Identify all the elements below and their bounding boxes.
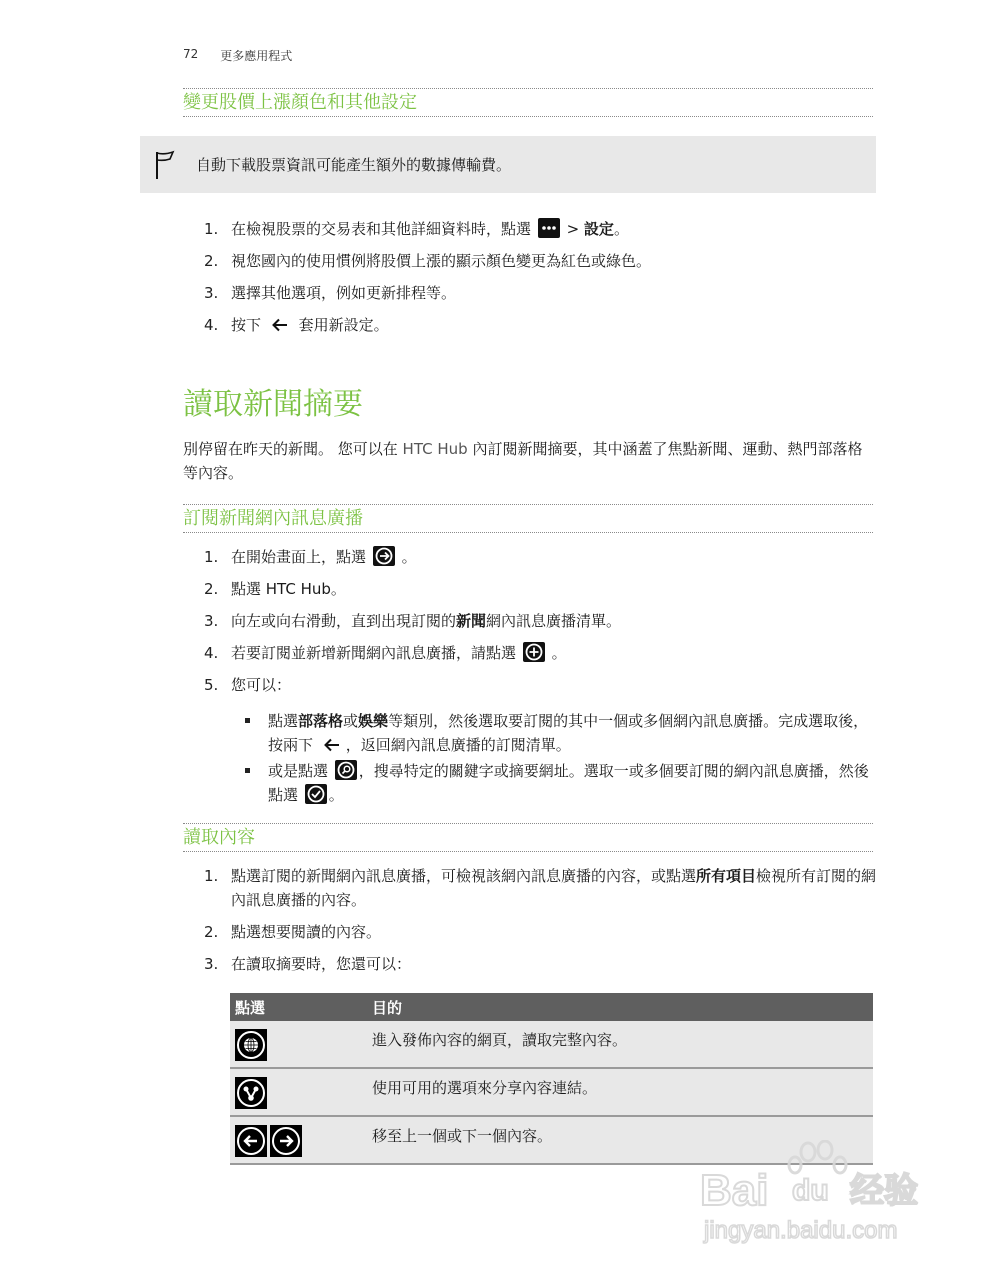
list-item: 4. 按下 套用新設定。 [204, 316, 389, 334]
table-row: 使用可用的選項來分享內容連結。 [230, 1069, 873, 1117]
list-item: 3. 選擇其他選項，例如更新排程等。 [204, 284, 457, 302]
page-number: 72 [183, 47, 199, 61]
table-header: 點選 目的 [230, 993, 873, 1021]
list-item: 2. 點選想要閱讀的內容。 [204, 923, 382, 941]
bullet-item: 或是點選 ，搜尋特定的關鍵字或摘要網址。選取一或多個要訂閱的網內訊息廣播，然後點選 。 [244, 759, 874, 807]
baidu-watermark [700, 1140, 940, 1250]
back-arrow-icon [324, 738, 340, 752]
subheading-reading: 讀取內容 [183, 823, 873, 852]
subheading-subscribe: 訂閱新聞網內訊息廣播 [183, 504, 873, 533]
back-arrow-icon [272, 318, 288, 332]
next-icon [270, 1125, 302, 1157]
list-item: 2. 視您國內的使用慣例將股價上漲的顯示顏色變更為紅色或綠色。 [204, 252, 652, 270]
intro-paragraph: 別停留在昨天的新聞。 您可以在 HTC Hub 內訂閱新聞摘要，其中涵蓋了焦點新聞、運動、熱門部落格等內容。 [183, 440, 863, 482]
section-heading-news-feeds: 讀取新聞摘要 [183, 387, 363, 422]
list-item: 4. 若要訂閱並新增新聞網內訊息廣播，請點選 。 [204, 644, 567, 662]
list-item: 1. 點選訂閱的新聞網內訊息廣播，可檢視該網內訊息廣播的內容，或點選所有項目檢視所有訂閱的網內訊息廣播的內容。 [204, 867, 877, 909]
note-text: 自動下載股票資訊可能產生額外的數據傳輸費。 [196, 156, 512, 174]
arrow-right-circle-icon [373, 546, 395, 566]
list-item: 3. 向左或向右滑動，直到出現訂閱的新聞網內訊息廣播清單。 [204, 612, 622, 630]
list-item: 1. 在開始畫面上，點選 。 [204, 548, 417, 566]
list-item: 3. 在讀取摘要時，您還可以： [204, 955, 412, 973]
svg-text:du: du [792, 1174, 829, 1207]
subscribe-steps [200, 545, 880, 705]
globe-icon [235, 1029, 267, 1061]
list-item: 1. 在檢視股票的交易表和其他詳細資料時，點選 > 設定。 [204, 220, 629, 238]
watermark-brand: Bai [700, 1166, 769, 1215]
bullet-item: 點選部落格或娛樂等類別，然後選取要訂閱的其中一個或多個網內訊息廣播。完成選取後，按兩下 ，返回網內訊息廣播的訂閱清單。 [244, 709, 874, 757]
chapter-title: 更多應用程式 [220, 49, 293, 63]
search-circle-icon [335, 760, 357, 780]
table-row: 進入發佈內容的網頁，讀取完整內容。 [230, 1021, 873, 1069]
share-icon [235, 1077, 267, 1109]
note-box [140, 136, 876, 193]
list-item: 2. 點選 HTC Hub。 [204, 580, 346, 598]
table-row: 移至上一個或下一個內容。 [230, 1117, 873, 1165]
list-item: 5. 您可以： [204, 676, 292, 694]
reading-steps [200, 864, 880, 984]
watermark-url: jingyan.baidu.com [704, 1217, 898, 1244]
flag-icon [154, 150, 176, 180]
svg-text:经验: 经验 [850, 1171, 918, 1211]
more-icon [538, 218, 560, 238]
previous-icon [235, 1125, 267, 1157]
page-header [183, 47, 292, 64]
stock-settings-steps [200, 217, 880, 345]
section-heading-stock-settings: 變更股價上漲顏色和其他設定 [183, 88, 873, 117]
add-circle-icon [523, 642, 545, 662]
subscribe-options [244, 709, 874, 807]
check-circle-icon [305, 784, 327, 804]
